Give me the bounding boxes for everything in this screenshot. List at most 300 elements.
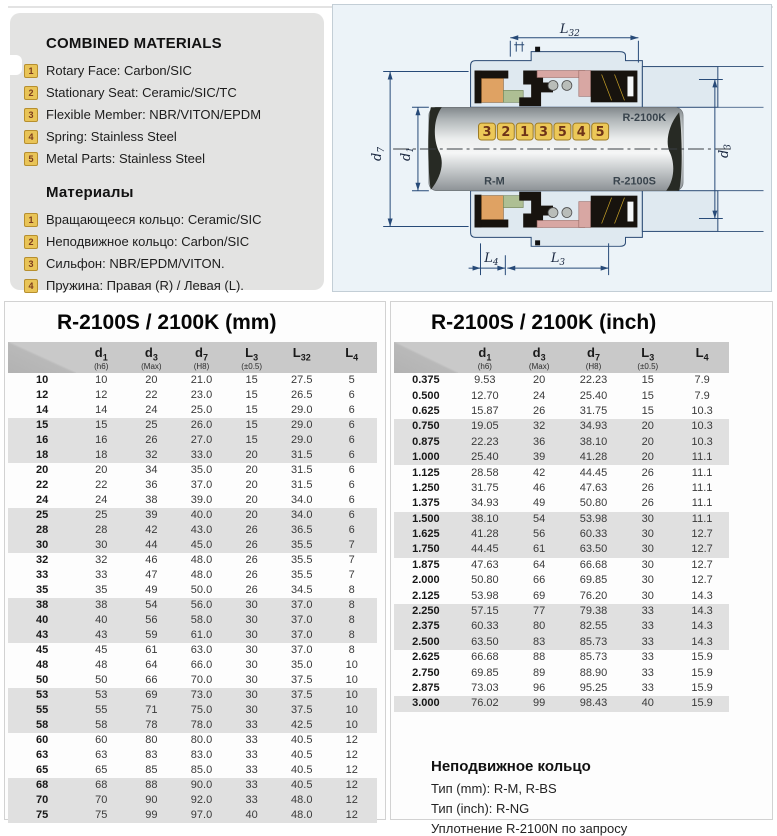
value-cell: 26 (245, 554, 258, 566)
value-cell: 14.3 (691, 589, 713, 602)
list-item (24, 212, 324, 227)
value-cell: 56.0 (190, 599, 213, 611)
value-cell: 43 (95, 629, 108, 641)
size-cell: 15 (35, 419, 49, 431)
size-cell: 22 (35, 479, 49, 491)
value-cell: 85.73 (579, 651, 608, 664)
value-cell: 60 (95, 734, 108, 746)
column-header: $L_4$ (675, 342, 729, 373)
model-label-r2100k: R-2100K (622, 112, 667, 125)
value-cell: 50.0 (190, 584, 213, 596)
value-cell: 69.85 (471, 666, 499, 679)
value-cell: 26 (533, 404, 546, 417)
value-cell: 49 (533, 497, 546, 510)
value-cell: 32 (145, 449, 158, 461)
value-cell: 30 (95, 539, 108, 551)
note-title: Неподвижное кольцо (431, 757, 591, 775)
value-cell: 82.55 (579, 620, 608, 633)
value-cell: 69 (145, 689, 158, 701)
value-cell: 12 (345, 794, 358, 806)
value-cell: 53 (95, 689, 108, 701)
value-cell: 10 (345, 689, 358, 701)
table-row (8, 703, 377, 718)
value-cell: 11.1 (691, 481, 713, 494)
size-cell: 55 (35, 704, 49, 716)
value-cell: 34.93 (579, 420, 608, 433)
mm-table-title: R-2100S / 2100K (mm) (57, 311, 277, 334)
table-row (394, 681, 729, 696)
value-cell: 90 (145, 794, 158, 806)
material-text: Вращающееся кольцо: Ceramic/SIC (46, 212, 262, 227)
size-cell: 2.250 (412, 605, 440, 618)
inch-table-title: R-2100S / 2100K (inch) (431, 311, 657, 334)
value-cell: 20 (245, 449, 258, 461)
table-row (394, 619, 729, 634)
materials-list-en (10, 63, 324, 166)
value-cell: 15 (245, 374, 258, 386)
value-cell: 34.0 (291, 494, 313, 506)
value-cell: 36.5 (291, 524, 313, 536)
table-row (394, 496, 729, 511)
size-cell: 14 (35, 404, 49, 416)
value-cell: 97.0 (190, 809, 213, 821)
list-item (24, 85, 324, 100)
inch-table (394, 342, 729, 712)
value-cell: 47.63 (579, 481, 608, 494)
value-cell: 40.5 (291, 749, 313, 761)
note-line: Тип (inch): R-NG (431, 800, 530, 816)
svg-text:3: 3 (539, 125, 549, 141)
value-cell: 64 (533, 558, 546, 571)
value-cell: 30 (245, 599, 258, 611)
value-cell: 35.5 (291, 539, 313, 551)
list-item (24, 107, 324, 122)
size-cell: 33 (35, 569, 49, 581)
value-cell: 85.0 (190, 764, 213, 776)
value-cell: 29.0 (291, 404, 313, 416)
value-cell: 66 (533, 574, 546, 587)
value-cell: 98.43 (579, 697, 608, 710)
value-cell: 22 (145, 389, 158, 401)
value-cell: 8 (348, 629, 355, 641)
size-cell: 2.500 (412, 635, 440, 648)
value-cell: 37.5 (291, 704, 313, 716)
value-cell: 25 (95, 509, 108, 521)
value-cell: 14.3 (691, 635, 713, 648)
value-cell: 35.0 (190, 464, 213, 476)
value-cell: 57.15 (471, 605, 499, 618)
value-cell: 47.63 (471, 558, 499, 571)
size-cell: 0.375 (412, 374, 440, 387)
value-cell: 35.0 (291, 659, 313, 671)
value-cell: 80 (533, 620, 546, 633)
value-cell: 61 (533, 543, 546, 556)
value-cell: 6 (348, 464, 355, 476)
dimension-l3 (507, 243, 608, 275)
value-cell: 54 (145, 599, 158, 611)
value-cell: 38.10 (471, 512, 499, 525)
table-row (8, 463, 377, 478)
value-cell: 50.80 (471, 574, 499, 587)
table-row (394, 435, 729, 450)
value-cell: 83.0 (190, 749, 213, 761)
value-cell: 80 (145, 734, 158, 746)
value-cell: 35 (95, 584, 108, 596)
table-row (394, 604, 729, 619)
value-cell: 33 (245, 734, 258, 746)
size-cell: 12 (35, 389, 49, 401)
value-cell: 48.0 (190, 554, 213, 566)
value-cell: 20 (95, 464, 108, 476)
size-cell: 1.875 (412, 558, 440, 571)
value-cell: 53.98 (471, 589, 499, 602)
number-badge: 5 (24, 152, 38, 166)
table-row (394, 481, 729, 496)
size-cell: 2.875 (412, 682, 440, 694)
value-cell: 40 (641, 697, 654, 710)
value-cell: 10 (95, 374, 108, 386)
note-line: Тип (mm): R-M, R-BS (431, 780, 557, 796)
table-row (8, 628, 377, 643)
value-cell: 69.85 (579, 574, 608, 587)
value-cell: 77 (533, 605, 546, 618)
value-cell: 37.0 (291, 629, 313, 641)
value-cell: 32 (95, 554, 108, 566)
value-cell: 39.0 (190, 494, 213, 506)
value-cell: 30 (245, 674, 258, 686)
value-cell: 7.9 (694, 389, 710, 402)
size-cell: 16 (35, 434, 49, 446)
value-cell: 44.45 (579, 466, 608, 479)
svg-text:4: 4 (576, 125, 586, 141)
value-cell: 50.80 (579, 497, 608, 510)
value-cell: 11.1 (691, 512, 713, 525)
size-cell: 35 (35, 584, 49, 596)
value-cell: 15.9 (691, 666, 713, 679)
column-header: $d_3$ (Max) (512, 342, 566, 373)
value-cell: 14.3 (691, 605, 713, 618)
material-text: Stationary Seat: Ceramic/SIC/TC (46, 85, 237, 100)
value-cell: 48.0 (291, 794, 313, 806)
value-cell: 30 (641, 512, 654, 525)
value-cell: 10 (345, 659, 358, 671)
value-cell: 43.0 (190, 524, 213, 536)
value-cell: 30 (641, 528, 654, 541)
value-cell: 22 (95, 479, 108, 491)
size-cell: 70 (35, 794, 49, 806)
table-row (8, 538, 377, 553)
value-cell: 40 (245, 809, 258, 821)
size-cell: 0.875 (412, 435, 440, 448)
value-cell: 96 (533, 682, 546, 694)
value-cell: 90.0 (190, 779, 213, 791)
value-cell: 6 (348, 404, 355, 416)
value-cell: 37.0 (291, 614, 313, 626)
table-row (8, 388, 377, 403)
value-cell: 33 (641, 605, 654, 618)
value-cell: 15 (641, 374, 654, 387)
size-cell: 1.375 (412, 497, 440, 510)
table-row (394, 650, 729, 665)
value-cell: 37.0 (291, 599, 313, 611)
list-item (24, 278, 324, 293)
table-row (8, 583, 377, 598)
value-cell: 10 (345, 704, 358, 716)
value-cell: 88 (145, 779, 158, 791)
value-cell: 34 (145, 464, 158, 476)
value-cell: 33 (641, 635, 654, 648)
size-cell: 1.000 (412, 451, 440, 464)
value-cell: 33 (641, 620, 654, 633)
value-cell: 30 (245, 644, 258, 656)
value-cell: 26 (641, 497, 654, 510)
number-badge: 3 (24, 257, 38, 271)
list-item (24, 256, 324, 271)
size-cell: 18 (35, 449, 49, 461)
column-header: $d_7$ (H8) (566, 342, 620, 373)
value-cell: 6 (348, 524, 355, 536)
column-header: $L_4$ (327, 342, 377, 373)
number-badge: 1 (24, 213, 38, 227)
value-cell: 26 (245, 539, 258, 551)
value-cell: 88 (533, 651, 546, 664)
table-row (8, 643, 377, 658)
value-cell: 75.0 (190, 704, 213, 716)
table-row (8, 403, 377, 418)
svg-text:2: 2 (501, 125, 511, 141)
svg-text:L32: $L_{32}$ (559, 21, 580, 39)
value-cell: 45.0 (190, 539, 213, 551)
value-cell: 75 (95, 809, 108, 821)
header-row (394, 342, 729, 373)
size-cell: 3.000 (412, 697, 440, 710)
size-cell: 1.125 (412, 466, 440, 479)
table-row (8, 658, 377, 673)
size-cell: 2.375 (412, 620, 440, 633)
value-cell: 63 (95, 749, 108, 761)
size-cell: 0.625 (412, 404, 440, 417)
size-cell: 40 (35, 614, 49, 626)
value-cell: 25.0 (190, 404, 213, 416)
column-header: $d_7$ (H8) (176, 342, 226, 373)
value-cell: 30 (641, 543, 654, 556)
table-row (8, 718, 377, 733)
size-cell: 2.125 (412, 589, 440, 602)
seal-cross-section-diagram (333, 5, 771, 291)
table-row (8, 568, 377, 583)
table-row (8, 688, 377, 703)
value-cell: 33 (245, 764, 258, 776)
table-row (394, 665, 729, 680)
table-row (8, 448, 377, 463)
size-cell: 68 (35, 779, 49, 791)
value-cell: 40 (95, 614, 108, 626)
value-cell: 26 (245, 569, 258, 581)
value-cell: 61 (145, 644, 158, 656)
value-cell: 30 (245, 704, 258, 716)
value-cell: 15.87 (471, 404, 499, 417)
size-cell: 24 (35, 494, 49, 506)
table-row (8, 613, 377, 628)
size-cell: 75 (35, 809, 49, 821)
value-cell: 11.1 (691, 451, 713, 464)
value-cell: 46 (145, 554, 158, 566)
value-cell: 29.0 (291, 434, 313, 446)
table-row (394, 404, 729, 419)
value-cell: 56 (145, 614, 158, 626)
value-cell: 63.50 (579, 543, 608, 556)
table-row (8, 508, 377, 523)
table-row (8, 418, 377, 433)
table-row (394, 419, 729, 434)
value-cell: 9.53 (474, 374, 496, 387)
diagram-panel (332, 4, 772, 292)
table-row (8, 373, 377, 388)
table-row (8, 808, 377, 823)
value-cell: 37.0 (291, 644, 313, 656)
column-header: $L_3$ (±0.5) (621, 342, 675, 373)
size-cell: 1.750 (412, 543, 440, 556)
size-cell: 2.750 (412, 666, 440, 679)
value-cell: 12 (345, 764, 358, 776)
russian-materials-title: Материалы (46, 184, 134, 201)
value-cell: 12 (345, 809, 358, 821)
value-cell: 15.9 (691, 697, 713, 710)
number-badge: 3 (24, 108, 38, 122)
size-cell: 45 (35, 644, 49, 656)
value-cell: 15 (95, 419, 108, 431)
value-cell: 31.5 (291, 464, 313, 476)
value-cell: 14 (95, 404, 108, 416)
value-cell: 39 (533, 451, 546, 464)
size-cell: 50 (35, 674, 49, 686)
material-text: Spring: Stainless Steel (46, 129, 177, 144)
value-cell: 12.7 (691, 543, 713, 556)
list-item (24, 63, 324, 78)
size-cell: 20 (35, 464, 49, 476)
value-cell: 10.3 (691, 404, 713, 417)
value-cell: 78 (145, 719, 158, 731)
value-cell: 70 (95, 794, 108, 806)
value-cell: 15 (641, 389, 654, 402)
value-cell: 6 (348, 389, 355, 401)
value-cell: 15 (245, 434, 258, 446)
value-cell: 33 (245, 719, 258, 731)
value-cell: 48.0 (190, 569, 213, 581)
value-cell: 66.68 (579, 558, 608, 571)
value-cell: 42 (533, 466, 546, 479)
value-cell: 46 (533, 481, 546, 494)
table-row (394, 542, 729, 557)
value-cell: 15.9 (691, 651, 713, 664)
table-row (394, 512, 729, 527)
value-cell: 6 (348, 449, 355, 461)
table-row (394, 696, 729, 711)
value-cell: 26 (641, 466, 654, 479)
material-text: Rotary Face: Carbon/SIC (46, 63, 192, 78)
value-cell: 27.5 (291, 374, 313, 386)
value-cell: 20 (641, 420, 654, 433)
value-cell: 12.7 (691, 574, 713, 587)
table-row (394, 558, 729, 573)
size-cell: 53 (35, 689, 49, 701)
mm-table (8, 342, 377, 823)
value-cell: 70.0 (190, 674, 213, 686)
value-cell: 83 (145, 749, 158, 761)
value-cell: 6 (348, 419, 355, 431)
value-cell: 15 (245, 389, 258, 401)
value-cell: 22.23 (579, 374, 608, 387)
value-cell: 6 (348, 479, 355, 491)
value-cell: 12.70 (471, 389, 499, 402)
value-cell: 47 (145, 569, 158, 581)
value-cell: 99 (145, 809, 158, 821)
size-cell: 0.500 (412, 389, 440, 402)
list-item (24, 234, 324, 249)
value-cell: 71 (145, 704, 158, 716)
part-badges (479, 123, 609, 140)
value-cell: 31.75 (471, 481, 499, 494)
table-row (8, 778, 377, 793)
value-cell: 18 (95, 449, 108, 461)
value-cell: 48 (95, 659, 108, 671)
value-cell: 76.02 (471, 697, 499, 710)
value-cell: 37.5 (291, 689, 313, 701)
header-row (8, 342, 377, 373)
value-cell: 63.0 (190, 644, 213, 656)
size-cell: 2.625 (412, 651, 440, 664)
value-cell: 10 (345, 674, 358, 686)
size-cell: 58 (35, 719, 49, 731)
value-cell: 60.33 (471, 620, 499, 633)
value-cell: 23.0 (190, 389, 213, 401)
table-inch-panel (390, 301, 773, 836)
value-cell: 68 (95, 779, 108, 791)
value-cell: 11.1 (691, 497, 713, 510)
value-cell: 12.7 (691, 558, 713, 571)
svg-text:d1: $d_1$ (398, 146, 416, 161)
material-text: Пружина: Правая (R) / Левая (L). (46, 278, 244, 293)
value-cell: 66 (145, 674, 158, 686)
value-cell: 37.5 (291, 674, 313, 686)
value-cell: 31.5 (291, 449, 313, 461)
table-row (394, 388, 729, 403)
number-badge: 4 (24, 130, 38, 144)
value-cell: 26.5 (291, 389, 313, 401)
value-cell: 36 (145, 479, 158, 491)
svg-text:L4: $L_4$ (484, 251, 499, 269)
value-cell: 73.03 (471, 682, 499, 694)
value-cell: 19.05 (471, 420, 499, 433)
table-row (8, 523, 377, 538)
table-row (8, 478, 377, 493)
value-cell: 53.98 (579, 512, 608, 525)
size-cell: 38 (35, 599, 49, 611)
svg-text:5: 5 (595, 125, 605, 141)
value-cell: 10 (345, 719, 358, 731)
value-cell: 40.5 (291, 734, 313, 746)
value-cell: 11.1 (691, 466, 713, 479)
value-cell: 33 (641, 651, 654, 664)
size-cell: 63 (35, 749, 49, 761)
size-cell: 1.625 (412, 528, 440, 541)
material-text: Сильфон: NBR/EPDM/VITON. (46, 256, 225, 271)
value-cell: 20 (641, 435, 654, 448)
value-cell: 20 (533, 374, 546, 387)
table-row (8, 553, 377, 568)
value-cell: 28.58 (471, 466, 499, 479)
value-cell: 20 (641, 451, 654, 464)
